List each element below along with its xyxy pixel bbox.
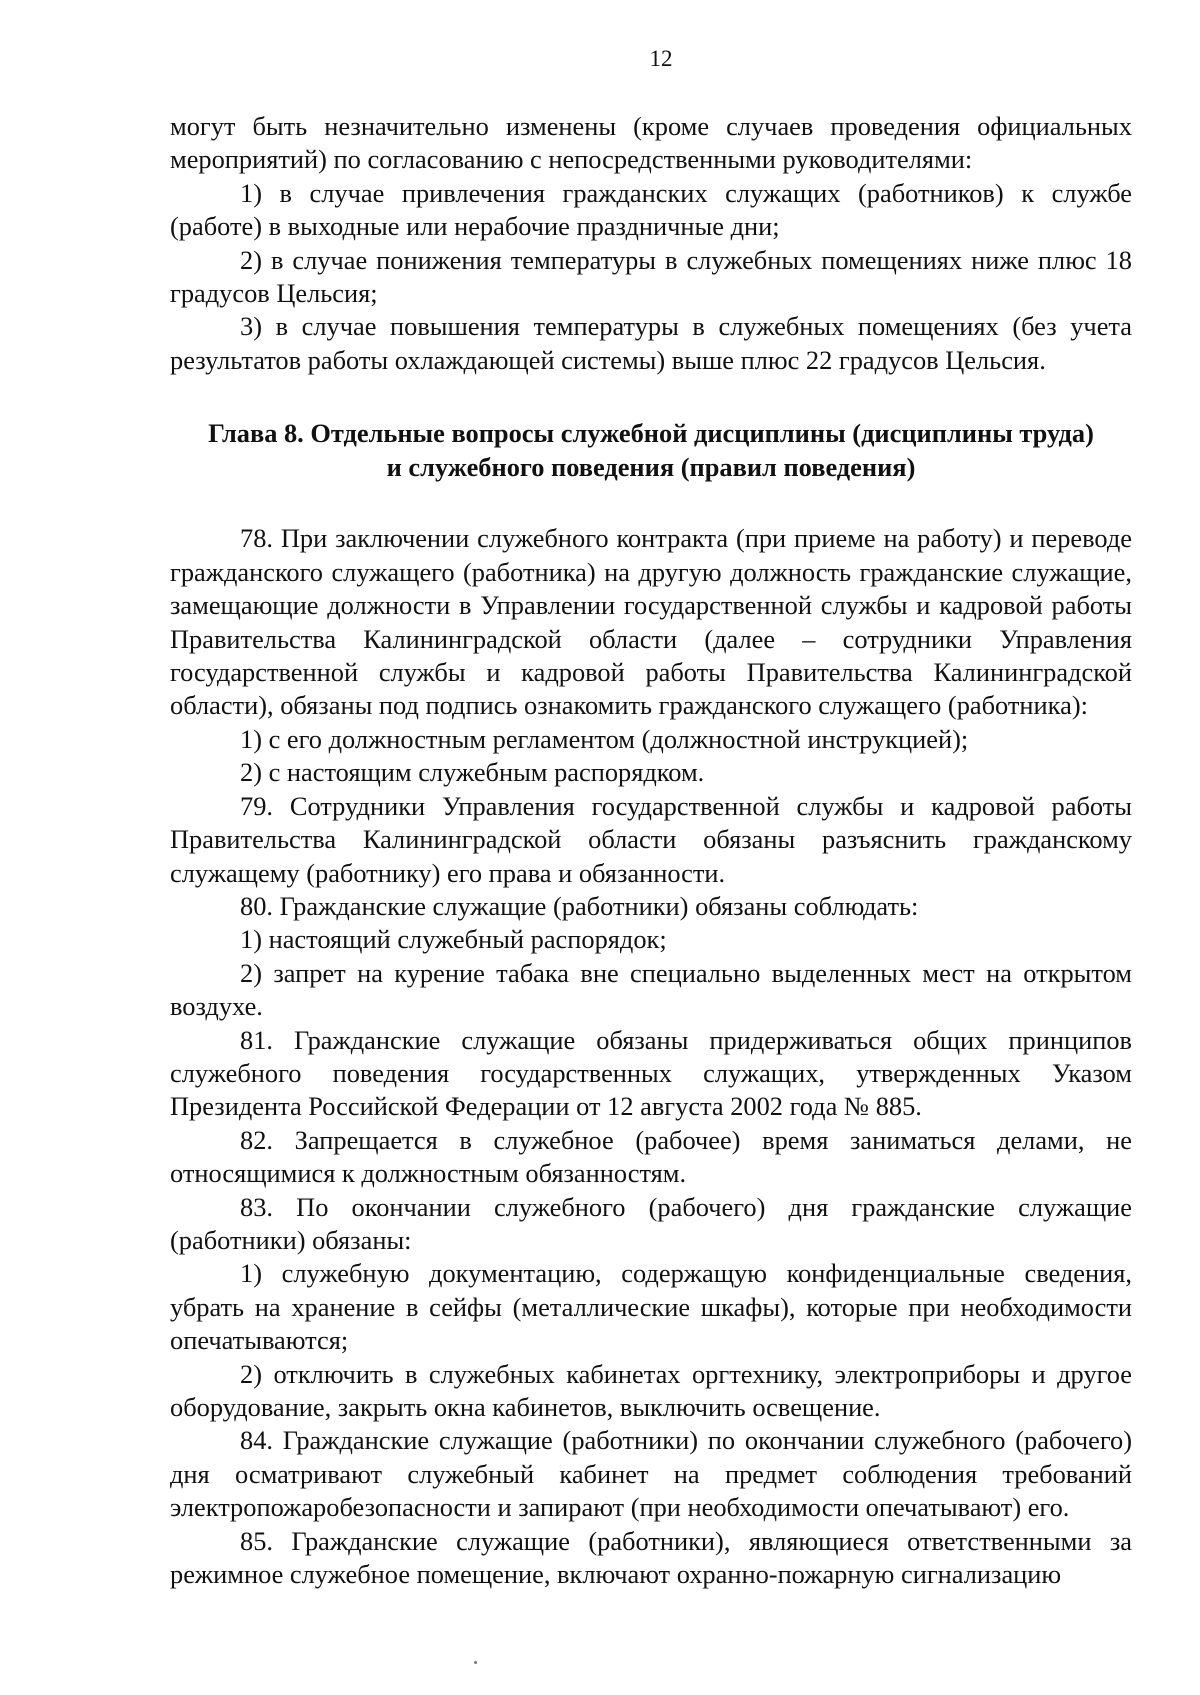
paragraph-intro-item-2: 2) в случае понижения температуры в служебных помещениях ниже плюс 18 градусов Цельсия; <box>170 244 1132 309</box>
paragraph-intro-item-1: 1) в случае привлечения гражданских служащих (работников) к службе (работе) в выходные или нерабочие праздничные дни; <box>170 177 1132 242</box>
chapter-heading <box>170 417 1132 484</box>
paragraph-intro-item-3: 3) в случае повышения температуры в служебных помещениях (без учета результатов работы охлаждающей системы) выше плюс 22 градусов Цельсия. <box>170 311 1132 375</box>
paragraph-81: 81. Гражданские служащие обязаны придерживаться общих принципов служебного поведения государственных служащих, утвержденных Указом Президента Российской Федерации от 12 августа 2002 года № 885. <box>170 1024 1132 1122</box>
paragraph-78: 78. При заключении служебного контракта (при приеме на работу) и переводе гражданского служащего (работника) на другую должность гражданские служащие, замещающие должности в Управлении государственной службы и кадровой работы Правительства Калининградской области (далее – сотрудники Управления государственной службы и кадровой работы Правительства Калининградской области), обязаны под подпись ознакомить гражданского служащего (работника): <box>170 523 1132 721</box>
paragraph-intro-continuation: могут быть незначительно изменены (кроме случаев проведения официальных мероприятий) по согласованию с непосредственными руководителями: <box>170 111 1132 175</box>
paragraph-84: 84. Гражданские служащие (работники) по окончании служебного (рабочего) дня осматривают служебный кабинет на предмет соблюдения требований электропожаробезопасности и запирают (при необходимости опечатывают) его. <box>170 1425 1132 1523</box>
paragraph-80-item-1: 1) настоящий служебный распорядок; <box>240 924 667 955</box>
paragraph-83-item-2: 2) отключить в служебных кабинетах оргтехнику, электроприборы и другое оборудование, закрыть окна кабинетов, выключить освещение. <box>170 1358 1132 1422</box>
scan-speck <box>474 1661 477 1664</box>
paragraph-80: 80. Гражданские служащие (работники) обязаны соблюдать: <box>240 890 919 921</box>
document-body <box>170 110 1132 1591</box>
paragraph-79: 79. Сотрудники Управления государственной службы и кадровой работы Правительства Калининградской области обязаны разъяснить гражданскому служащему (работнику) его права и обязанности. <box>170 790 1132 888</box>
paragraph-83-item-1: 1) служебную документацию, содержащую конфиденциальные сведения, убрать на хранение в сейфы (металлические шкафы), которые при необходимости опечатываются; <box>170 1258 1132 1356</box>
chapter-heading-line-2: и служебного поведения (правил поведения) <box>386 451 916 482</box>
paragraph-80-item-2: 2) запрет на курение табака вне специально выделенных мест на открытом воздухе. <box>170 957 1132 1022</box>
chapter-heading-line-1: Глава 8. Отдельные вопросы служебной дисциплины (дисциплины труда) <box>208 418 1094 449</box>
page-number: 12 <box>649 46 673 71</box>
paragraph-85: 85. Гражданские служащие (работники), являющиеся ответственными за режимное служебное помещение, включают охранно-пожарную сигнализацию <box>170 1525 1132 1590</box>
paragraph-78-item-2: 2) с настоящим служебным распорядком. <box>240 757 705 788</box>
paragraph-82: 82. Запрещается в служебное (рабочее) время заниматься делами, не относящимися к должностным обязанностям. <box>170 1124 1132 1189</box>
paragraph-78-item-1: 1) с его должностным регламентом (должностной инструкцией); <box>240 723 969 754</box>
paragraph-83: 83. По окончании служебного (рабочего) дня гражданские служащие (работники) обязаны: <box>170 1191 1132 1255</box>
